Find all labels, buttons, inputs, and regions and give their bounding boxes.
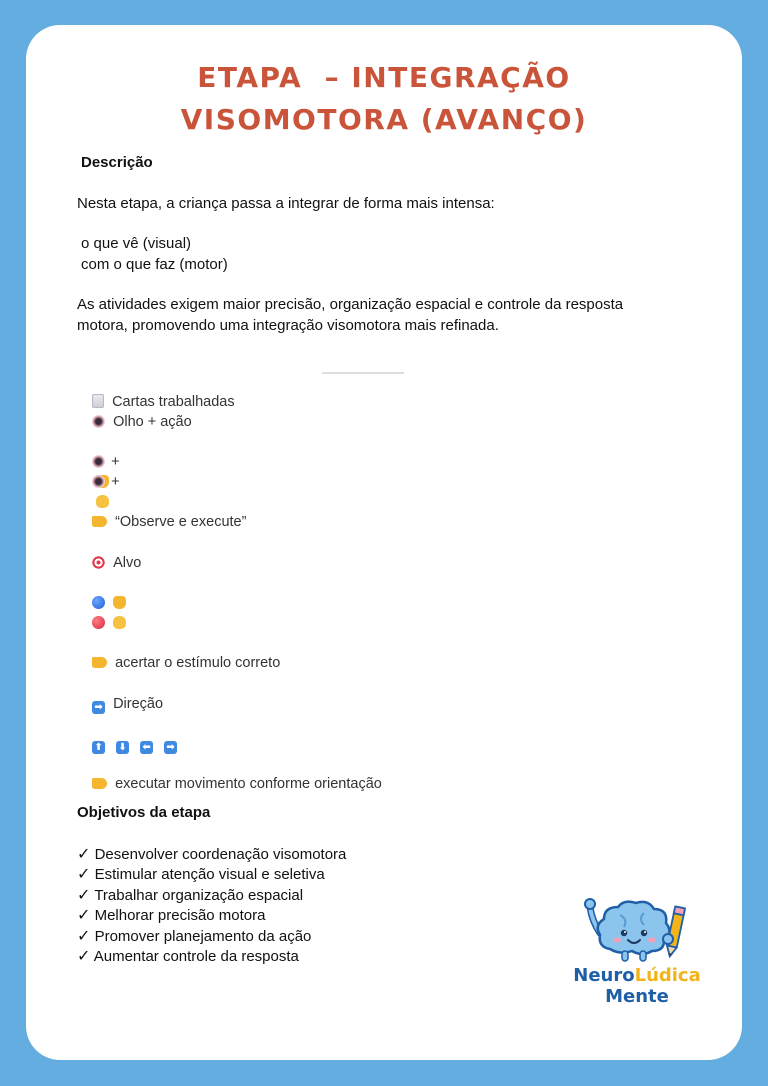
objective-item bbox=[77, 905, 265, 926]
description-motor: com o que faz (motor) bbox=[81, 256, 228, 273]
eye-icon bbox=[92, 475, 105, 488]
logo-word-ludica: Lúdica bbox=[634, 965, 701, 986]
arrows-row bbox=[84, 714, 185, 754]
objectives-heading: Objetivos da etapa bbox=[77, 804, 211, 821]
observe-row bbox=[84, 492, 246, 532]
objective-item bbox=[77, 864, 325, 885]
description-paragraph-line-1: As atividades exigem maior precisão, organização espacial e controle da resposta bbox=[77, 296, 624, 313]
pointing-hand-icon bbox=[92, 778, 107, 789]
execute-label: executar movimento conforme orientação bbox=[115, 776, 382, 792]
logo-wordmark-line-2: Mente bbox=[605, 986, 669, 1007]
target-icon bbox=[92, 556, 105, 569]
objective-label: Estimular atenção visual e seletiva bbox=[94, 866, 325, 883]
objective-label: Melhorar precisão motora bbox=[94, 907, 266, 924]
description-intro: Nesta etapa, a criança passa a integrar de forma mais intensa: bbox=[77, 195, 495, 212]
objective-item bbox=[77, 885, 303, 906]
objective-label: Desenvolver coordenação visomotora bbox=[94, 846, 347, 863]
description-paragraph-line-2: motora, promovendo uma integração visomotora mais refinada. bbox=[77, 317, 499, 334]
pointing-hand-icon bbox=[92, 516, 107, 527]
observe-label: “Observe e execute” bbox=[115, 514, 247, 530]
direction-row bbox=[84, 674, 163, 714]
objective-item bbox=[77, 946, 299, 967]
target-label: Alvo bbox=[113, 555, 142, 571]
page-title-line-1: ETAPA – INTEGRAÇÃO bbox=[197, 61, 571, 94]
check-icon: ✓ bbox=[77, 864, 91, 883]
check-icon: ✓ bbox=[77, 926, 91, 945]
objective-label: Promover planejamento da ação bbox=[94, 928, 312, 945]
plus-sign: + bbox=[111, 454, 120, 470]
red-circle-icon bbox=[92, 616, 105, 629]
check-icon: ✓ bbox=[77, 844, 91, 863]
check-icon: ✓ bbox=[77, 946, 91, 965]
description-visual: o que vê (visual) bbox=[81, 235, 192, 252]
direction-label: Direção bbox=[113, 696, 164, 712]
objective-label: Aumentar controle da resposta bbox=[93, 948, 299, 965]
objective-item bbox=[77, 926, 311, 947]
description-heading: Descrição bbox=[81, 154, 153, 171]
divider bbox=[322, 372, 404, 374]
eye-action-label: Olho + ação bbox=[113, 414, 192, 430]
right-arrow-icon: ➡ bbox=[164, 741, 177, 754]
right-arrow-icon: ➡ bbox=[92, 701, 105, 714]
neuroludica-logo bbox=[572, 893, 702, 1013]
logo-wordmark-line-1 bbox=[572, 965, 702, 986]
plus-sign: + bbox=[111, 474, 120, 490]
up-arrow-icon: ⬆ bbox=[92, 741, 105, 754]
logo-word-neuro: Neuro bbox=[573, 965, 635, 986]
execute-row bbox=[84, 754, 382, 794]
check-icon: ✓ bbox=[77, 885, 91, 904]
objective-item bbox=[77, 844, 346, 865]
page-title-line-2: VISOMOTORA (AVANÇO) bbox=[180, 103, 588, 136]
check-icon: ✓ bbox=[77, 905, 91, 924]
brain-mascot-icon bbox=[572, 893, 702, 965]
down-arrow-icon: ⬇ bbox=[116, 741, 129, 754]
eye-action-row bbox=[84, 392, 192, 432]
red-hand-row bbox=[84, 593, 134, 633]
raised-hand-icon bbox=[113, 616, 126, 629]
hit-stimulus-row bbox=[84, 633, 280, 673]
left-arrow-icon: ⬅ bbox=[140, 741, 153, 754]
eye-icon bbox=[92, 415, 105, 428]
pointing-hand-icon bbox=[92, 657, 107, 668]
target-row bbox=[84, 533, 141, 573]
hit-stimulus-label: acertar o estímulo correto bbox=[115, 655, 281, 671]
cards-heading: Cartas trabalhadas bbox=[112, 394, 235, 410]
objective-label: Trabalhar organização espacial bbox=[94, 887, 304, 904]
